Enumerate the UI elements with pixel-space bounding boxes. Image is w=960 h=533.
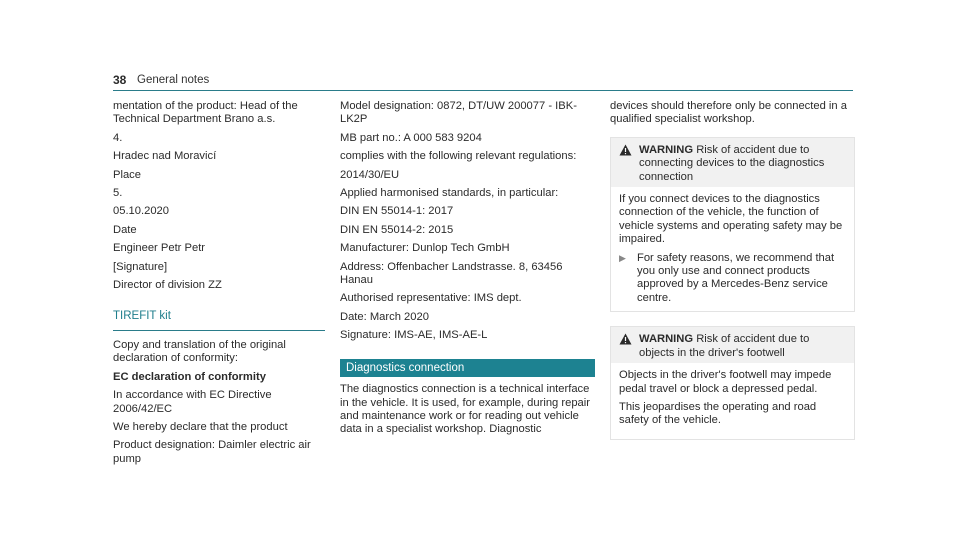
warning-label: WARNING	[639, 143, 694, 156]
text-line: 4.	[113, 131, 123, 144]
tirefit-intro: Copy and translation of the original declaration of conformity:	[113, 338, 286, 365]
warning-text: Objects in the driver's footwell may impede pedal travel or block a depressed pedal.	[619, 369, 832, 395]
ec-heading: EC declaration of conformity	[113, 370, 266, 383]
text-line: Date: March 2020	[340, 310, 429, 323]
warning-body	[611, 187, 854, 311]
text-line: Signature: IMS-AE, IMS-AE-L	[340, 329, 488, 342]
section-banner-diagnostics: Diagnostics connection	[340, 359, 595, 377]
text-line: [Signature]	[113, 260, 168, 273]
text-line: mentation of the product: Head of the Technical Department Brano a.s.	[113, 100, 298, 126]
warning-label: WARNING	[639, 333, 694, 346]
text-line: Manufacturer: Dunlop Tech GmbH	[340, 242, 510, 255]
header-divider	[113, 90, 853, 91]
column-2	[340, 100, 595, 442]
warning-triangle-icon	[619, 333, 633, 349]
text-line: Address: Offenbacher Landstrasse. 8, 63456 Hanau	[340, 260, 563, 287]
warning-text: If you connect devices to the diagnostics connection of the vehicle, the function of vehicle systems and operating safety may be impaired.	[619, 193, 843, 246]
text-line: Engineer Petr Petr	[113, 242, 206, 255]
step-text: For safety reasons, we recommend that you only use and connect products approved by a Mercedes-Benz service centre.	[637, 251, 835, 304]
text-line: In accordance with EC Directive 2006/42/EC	[113, 389, 272, 415]
warning-header	[611, 327, 854, 363]
warning-title-text: Risk of accident due to objects in the driver's footwell	[639, 333, 810, 359]
warning-triangle-icon	[619, 144, 633, 160]
text-line: 5.	[113, 187, 123, 200]
page-number: 38	[113, 73, 127, 87]
warning-body	[611, 363, 854, 439]
text-line: complies with the following relevant regulations:	[340, 150, 577, 163]
arrow-right-icon: ▶	[619, 252, 626, 263]
text-line: 05.10.2020	[113, 205, 169, 218]
text-line: Authorised representative: IMS dept.	[340, 292, 522, 305]
text-line: Director of division ZZ	[113, 279, 222, 292]
warning-box-footwell	[610, 326, 855, 439]
text-line: Hradec nad Moravicí	[113, 150, 217, 163]
text-line: DIN EN 55014-1: 2017	[340, 205, 454, 218]
warning-header	[611, 138, 854, 187]
text-line: Date	[113, 223, 137, 236]
text-line: 2014/30/EU	[340, 168, 400, 181]
column-1	[113, 100, 325, 471]
text-line: Place	[113, 168, 141, 181]
warning-title	[639, 144, 846, 184]
running-title: General notes	[137, 74, 210, 86]
diagnostics-text: The diagnostics connection is a technical interface in the vehicle. It is used, for example, during repair and maintenance work or for reading out vehicle data in a specialist workshop. Diagnostic	[340, 383, 590, 436]
section-title-tirefit: TIREFIT kit	[113, 310, 325, 330]
warning-text: This jeopardises the operating and road safety of the vehicle.	[619, 400, 817, 427]
intro-text: devices should therefore only be connected in a qualified specialist workshop.	[610, 100, 847, 126]
text-line: MB part no.: A 000 583 9204	[340, 131, 482, 144]
instruction-step	[619, 252, 846, 306]
warning-box-diagnostics	[610, 137, 855, 312]
page-header	[113, 74, 848, 88]
warning-title-text: Risk of accident due to connecting devices to the diagnostics connection	[639, 143, 825, 183]
text-line: Applied harmonised standards, in particular:	[340, 187, 559, 200]
text-line: DIN EN 55014-2: 2015	[340, 223, 454, 236]
column-3	[610, 100, 855, 440]
text-line: Product designation: Daimler electric air pump	[113, 439, 311, 465]
text-line: Model designation: 0872, DT/UW 200077 - IBK-LK2P	[340, 100, 577, 126]
warning-title	[639, 333, 846, 360]
text-line: We hereby declare that the product	[113, 420, 288, 433]
